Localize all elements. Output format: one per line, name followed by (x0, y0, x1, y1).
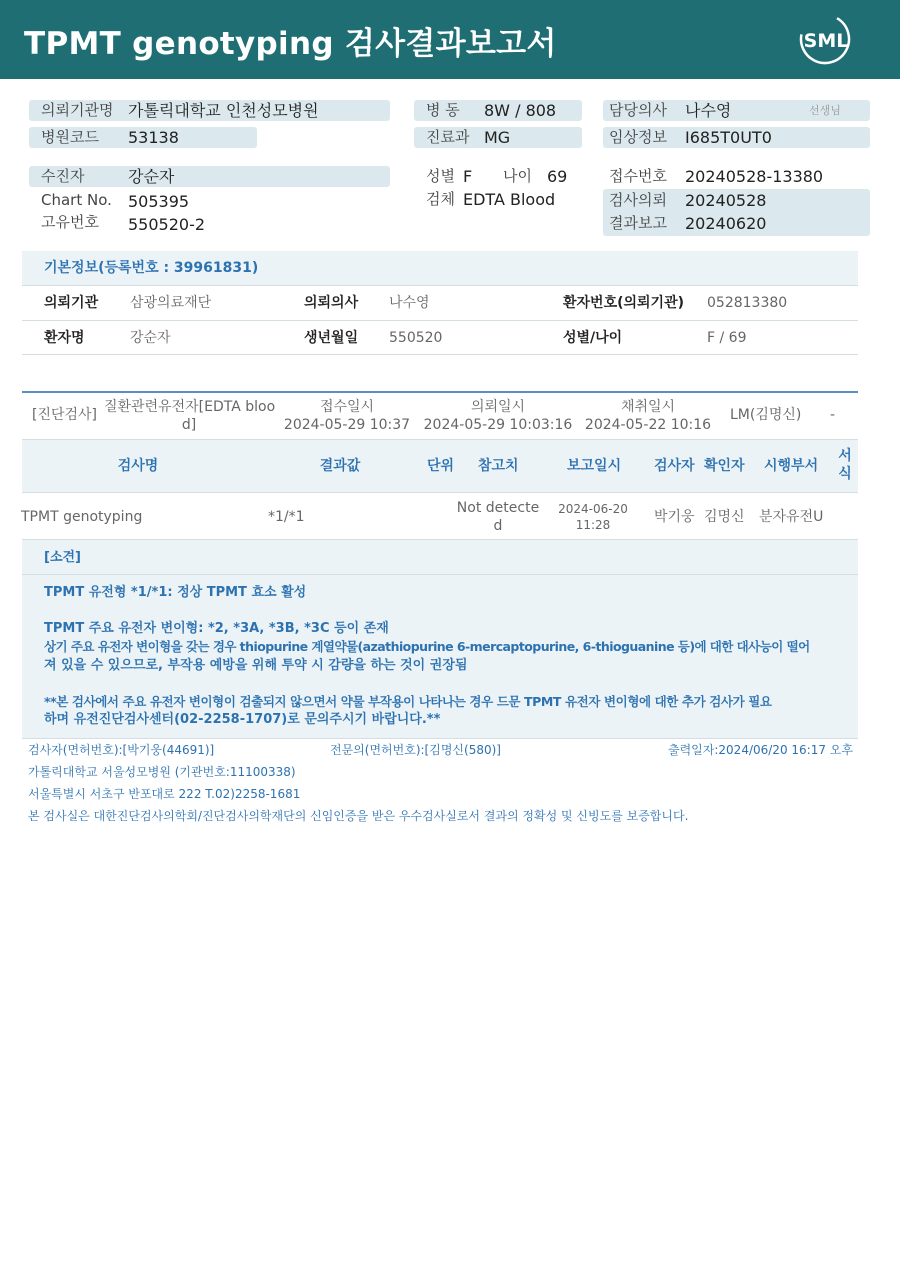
divider (22, 574, 858, 575)
result-report-date (553, 501, 633, 533)
section-divider (22, 391, 858, 393)
result-value: *1/*1 (268, 509, 305, 525)
specimen-value: EDTA Blood (463, 190, 556, 209)
col-confirmer: 확인자 (704, 458, 745, 474)
result-reference-line2: d (493, 518, 503, 534)
result-report-date-line1: 2024-06-20 (558, 502, 628, 516)
basic-label-req-org: 의뢰기관 (44, 295, 99, 311)
divider (22, 285, 858, 286)
opinion-line6: 하며 유전진단검사센터(02-2258-1707)로 문의주시기 바랍니다.** (44, 712, 441, 727)
col-result: 결과값 (319, 458, 361, 474)
diag-request (422, 398, 574, 434)
result-test-name: TPMT genotyping (21, 509, 143, 525)
clinical-label: 임상정보 (609, 128, 667, 146)
result-dept: 분자유전U (759, 509, 824, 525)
footer-printed: 출력일자:2024/06/20 16:17 오후 (668, 743, 853, 757)
result-confirmer: 김명신 (704, 509, 745, 525)
basic-value-patient-no: 052813380 (707, 295, 788, 311)
logo-text: SML (803, 30, 849, 52)
opinion-line3: 상기 주요 유전자 변이형을 갖는 경우 thiopurine 계열약물(azathiopurine 6-mercaptopurine, 6-thioguanine 등)에 대한 대사능이 떨어 (44, 639, 810, 654)
receipt-label: 접수번호 (609, 167, 667, 185)
dept-label: 진료과 (426, 128, 470, 146)
diag-category-line2: d] (181, 417, 197, 433)
sml-logo (798, 12, 854, 66)
ward-label: 병 동 (426, 101, 460, 119)
report-title: TPMT genotyping 검사결과보고서 (24, 26, 557, 62)
doctor-label: 담당의사 (609, 101, 667, 119)
receipt-value: 20240528-13380 (685, 167, 824, 186)
uid-label: 고유번호 (41, 213, 99, 231)
patient-label: 수진자 (41, 167, 85, 185)
col-tester: 검사자 (654, 458, 695, 474)
col-form-line1: 서 (838, 448, 852, 464)
opinion-line4: 져 있을 수 있으므로, 부작용 예방을 위해 투약 시 감량을 하는 것이 권장됨 (44, 658, 468, 673)
divider (22, 492, 858, 493)
doctor-suffix: 선생님 (809, 104, 841, 117)
req-org-label: 의뢰기관명 (41, 101, 114, 119)
col-unit: 단위 (427, 458, 455, 474)
diag-dash: - (830, 407, 836, 423)
footer-address: 서울특별시 서초구 반포대로 222 T.02)2258-1681 (28, 787, 301, 801)
sex-value: F (463, 167, 473, 186)
opinion-line5: **본 검사에서 주요 유전자 변이형이 검출되지 않으면서 약물 부작용이 나타나는 경우 드문 TPMT 유전자 변이형에 대한 추가 검사가 필요 (44, 694, 772, 709)
footer-hospital: 가톨릭대학교 서울성모병원 (기관번호:11100338) (28, 765, 296, 779)
specimen-label: 검체 (426, 190, 455, 208)
opinion-line2: TPMT 주요 유전자 변이형: *2, *3A, *3B, *3C 등이 존재 (44, 621, 389, 636)
age-label: 나이 (503, 167, 532, 185)
result-report-date-line2: 11:28 (575, 518, 611, 532)
opinion-title: [소견] (44, 550, 81, 565)
ward-value: 8W / 808 (484, 101, 557, 120)
divider (22, 439, 858, 440)
diag-label: [진단검사] (32, 407, 98, 423)
footer-tester: 검사자(면허번호):[박기웅(44691)] (28, 743, 215, 757)
diag-receipt (282, 398, 412, 434)
chart-label: Chart No. (41, 191, 112, 209)
basic-value-req-org: 삼광의료재단 (130, 295, 212, 311)
diag-request-label: 의뢰일시 (470, 399, 526, 415)
clinical-value: I685T0UT0 (685, 128, 772, 147)
diag-request-value: 2024-05-29 10:03:16 (423, 417, 573, 433)
divider (22, 354, 858, 355)
test-request-value: 20240528 (685, 191, 767, 210)
diag-category (104, 398, 274, 434)
basic-value-birth: 550520 (389, 330, 443, 346)
divider (22, 738, 858, 739)
patient-value: 강순자 (128, 167, 175, 186)
age-value: 69 (547, 167, 568, 186)
result-reference (452, 499, 544, 535)
result-reference-line1: Not detecte (456, 500, 540, 516)
col-test-name: 검사명 (117, 458, 159, 474)
col-reference: 참고치 (478, 458, 519, 474)
col-report-date: 보고일시 (567, 458, 622, 474)
result-tester: 박기웅 (654, 509, 695, 525)
basic-label-patient-name: 환자명 (44, 330, 85, 346)
report-header (0, 0, 900, 79)
diag-collect (583, 398, 713, 434)
basic-label-sex-age: 성별/나이 (563, 330, 623, 346)
hosp-code-label: 병원코드 (41, 128, 99, 146)
basic-value-sex-age: F / 69 (707, 330, 747, 346)
uid-value: 550520-2 (128, 215, 206, 234)
dept-value: MG (484, 128, 511, 147)
basic-value-req-doctor: 나수영 (389, 295, 430, 311)
result-report-label: 결과보고 (609, 214, 667, 232)
req-org-value: 가톨릭대학교 인천성모병원 (128, 101, 319, 120)
col-form (836, 447, 854, 483)
diag-collect-value: 2024-05-22 10:16 (584, 417, 712, 433)
diag-lab: LM(김명신) (730, 407, 802, 423)
diag-receipt-value: 2024-05-29 10:37 (283, 417, 411, 433)
diag-receipt-label: 접수일시 (319, 399, 375, 415)
divider (22, 320, 858, 321)
diag-category-line1: 질환관련유전자[EDTA bloo (104, 399, 276, 415)
basic-label-patient-no: 환자번호(의뢰기관) (563, 295, 684, 311)
doctor-value: 나수영 (685, 101, 732, 120)
col-form-line2: 식 (838, 466, 852, 482)
sex-label: 성별 (426, 167, 455, 185)
test-request-label: 검사의뢰 (609, 191, 667, 209)
basic-info-title: 기본정보(등록번호 : 39961831) (44, 260, 259, 276)
opinion-line1: TPMT 유전형 *1/*1: 정상 TPMT 효소 활성 (44, 585, 307, 600)
footer-certification: 본 검사실은 대한진단검사의학회/진단검사의학재단의 신임인증을 받은 우수검사실로서 결과의 정확성 및 신빙도를 보증합니다. (28, 809, 689, 823)
footer-specialist: 전문의(면허번호):[김명신(580)] (330, 743, 501, 757)
basic-label-birth: 생년월일 (304, 330, 359, 346)
hosp-code-value: 53138 (128, 128, 179, 147)
diag-collect-label: 채취일시 (620, 399, 676, 415)
chart-value: 505395 (128, 192, 190, 211)
basic-label-req-doctor: 의뢰의사 (304, 295, 359, 311)
basic-value-patient-name: 강순자 (130, 330, 171, 346)
col-dept: 시행부서 (764, 458, 819, 474)
result-report-value: 20240620 (685, 214, 767, 233)
